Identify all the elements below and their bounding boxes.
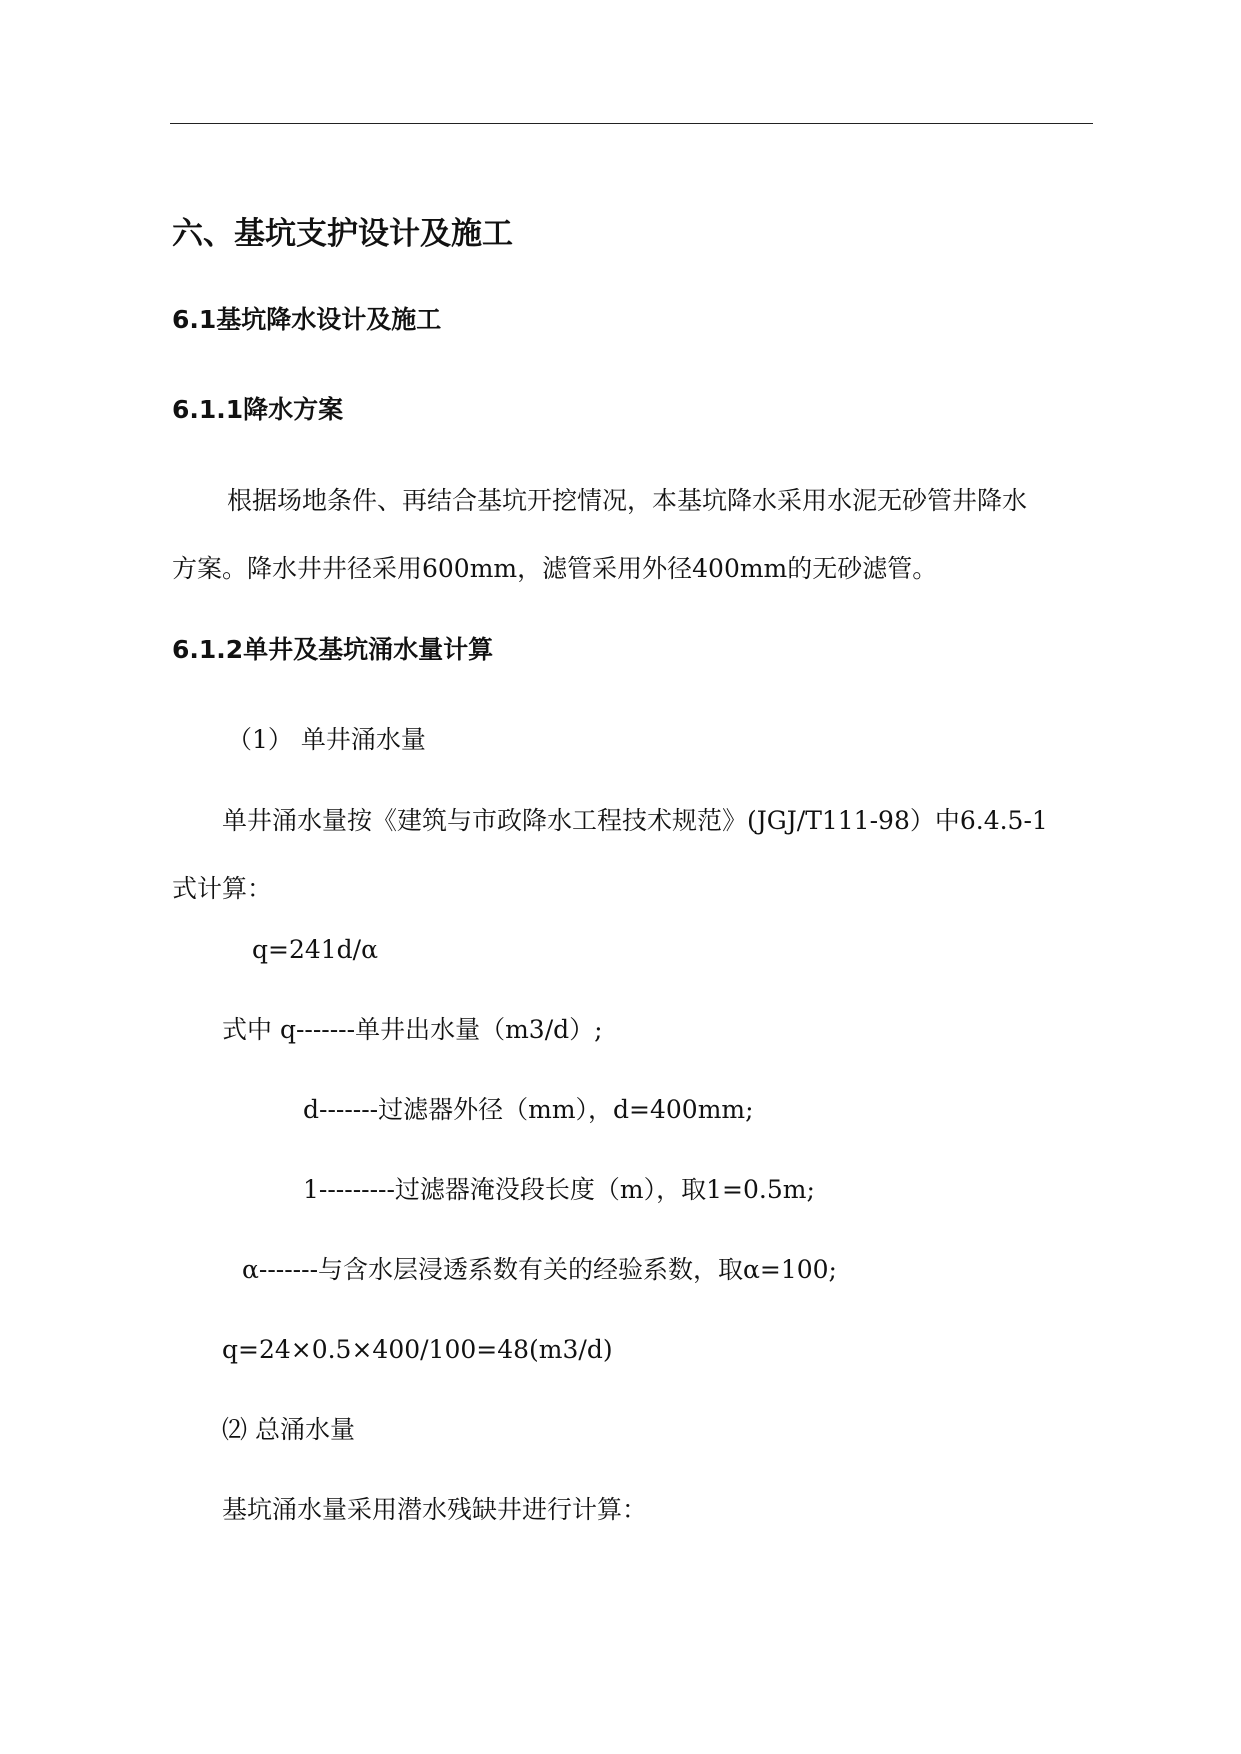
where-d: d-------过滤器外径（mm），d=400mm; <box>303 1095 754 1124</box>
item2-text: 基坑涌水量采用潜水残缺井进行计算： <box>222 1495 648 1524</box>
calculation: q=24×0.5×400/100=48(m3/d) <box>222 1335 613 1364</box>
header-rule <box>170 123 1093 124</box>
chapter-title: 六、基坑支护设计及施工 <box>172 216 513 252</box>
where-alpha: α-------与含水层浸透系数有关的经验系数，取α=100; <box>242 1255 837 1284</box>
item1-text-line1: 单井涌水量按《建筑与市政降水工程技术规范》(JGJ/T111-98）中6.4.5-1 <box>222 806 1048 835</box>
scheme-paragraph-line2: 方案。降水井井径采用600mm，滤管采用外径400mm的无砂滤管。 <box>172 554 938 583</box>
item1-heading: （1） 单井涌水量 <box>227 725 426 754</box>
subsection-1-title: 6.1.1降水方案 <box>172 395 344 424</box>
item2-heading: ⑵ 总涌水量 <box>222 1415 355 1444</box>
scheme-paragraph-line1: 根据场地条件、再结合基坑开挖情况，本基坑降水采用水泥无砂管井降水 <box>227 486 1028 515</box>
subsection-2-title: 6.1.2单井及基坑涌水量计算 <box>172 635 494 664</box>
where-l: 1---------过滤器淹没段长度（m），取1=0.5m; <box>303 1175 815 1204</box>
section-title: 6.1基坑降水设计及施工 <box>172 305 442 334</box>
where-q: 式中 q-------单井出水量（m3/d）; <box>222 1015 603 1044</box>
item1-text-line2: 式计算： <box>172 874 273 903</box>
formula: q=241d/α <box>252 935 378 964</box>
